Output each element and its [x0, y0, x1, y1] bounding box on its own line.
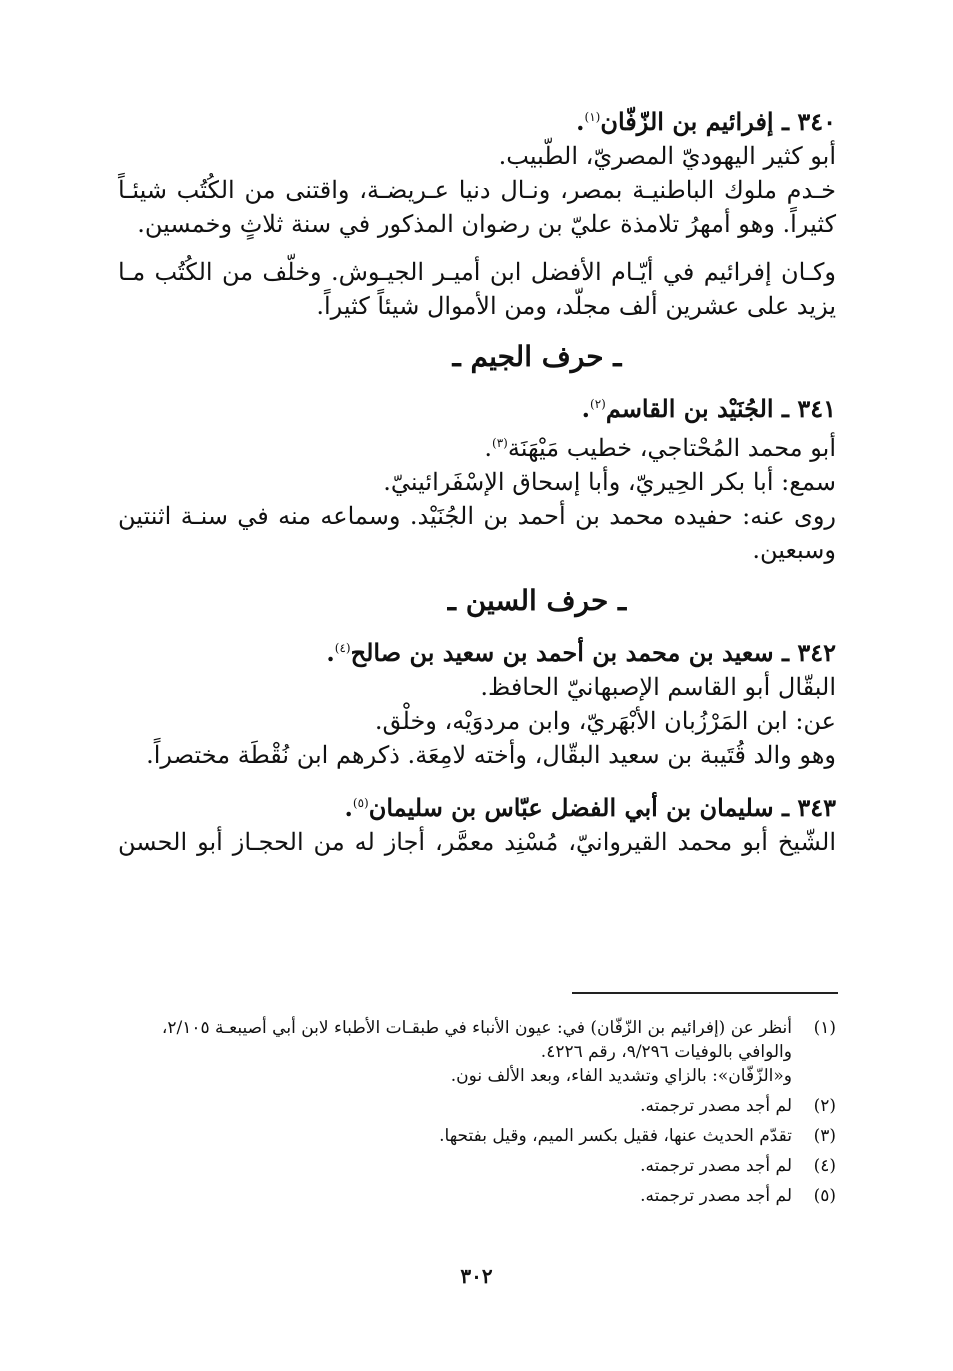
footnote-number: (٤) — [813, 1156, 836, 1176]
footnote-ref-3[interactable]: (٣) — [492, 436, 508, 450]
footnote-5 — [118, 1184, 836, 1208]
entry-340-line-2: خـدم ملوك الباطنيـة بمصر، ونـال دنيا عـريضـة، واقتنى من الكُتُب شيئـاً — [118, 176, 836, 204]
footnote-4 — [118, 1154, 836, 1178]
entry-342-line-1: البقّال أبو القاسم الإصبهانيّ الحافظ. — [480, 673, 836, 701]
entry-341-line-2: سمع: أبا بكر الحِيريّ، وأبا إسحاق الإسْفَرائينيّ. — [383, 468, 836, 496]
entry-340-line-3: كثيراً. وهو أمهرُ تلامذة عليّ بن رضوان المذكور في سنة ثلاثٍ وخمسين. — [137, 210, 836, 238]
entry-heading-343: ٣٤٣ ـ سليمان بن أبي الفضل عبّاس بن سليمان$^{(٥)}$. — [344, 793, 836, 822]
footnote-3-line-1: تقدّم الحديث عنها، فقيل بكسر الميم، وقيل بفتحها. — [439, 1126, 792, 1146]
entry-340-line-4: وكـان إفرائيم في أيّـام الأفضل ابن أميـر الجيـوش. وخلّف من الكُتُب مـا — [118, 258, 837, 286]
entry-341-line-1: أبو محمد المُحْتاجي، خطيب مَيْهَنَة$^{(٣)}$. — [484, 434, 836, 462]
entry-340-line-5: يزيد على عشرين ألف مجلّد، ومن الأموال شيئاً كثيراً. — [316, 292, 836, 320]
footnote-number: (٣) — [813, 1126, 836, 1146]
entry-341-line-4: وسبعين. — [752, 536, 836, 564]
section-title-sin: ـ حرف السين ـ — [447, 584, 627, 617]
entry-343-line-1: الشّيخ أبو محمد القيروانيّ، مُسْنِد معمَّر، أجاز له من الحجـاز أبو الحسن — [118, 828, 837, 856]
footnote-4-line-1: لم أجد مصدر ترجمته. — [640, 1156, 792, 1176]
footnote-number: (١) — [813, 1018, 836, 1038]
entry-heading-342: ٣٤٢ ـ سعيد بن محمد بن أحمد بن سعيد بن صالح$^{(٤)}$. — [326, 638, 836, 667]
footnote-ref-2[interactable]: (٢) — [590, 397, 606, 411]
footnote-separator — [572, 992, 838, 994]
footnotes — [118, 1016, 836, 1214]
section-title-jim: ـ حرف الجيم ـ — [452, 340, 622, 373]
footnote-1-line-1: أنظر عن (إفرائيم بن الزّفّان) في: عيون الأنباء في طبقـات الأطباء لابن أبي أصيبعـة ٢/١٠٥، — [161, 1018, 792, 1038]
entry-341-line-3: روى عنه: حفيده محمد بن أحمد بن الجُنَيْد. وسماعه منه في سنـة اثنتين — [118, 502, 836, 530]
footnote-1-line-2: والوافي بالوفيات ٩/٢٩٦، رقم ٤٢٢٦. — [540, 1042, 792, 1062]
page-number: ٣٠٢ — [460, 1264, 493, 1288]
footnote-2 — [118, 1094, 836, 1118]
entry-heading-340: ٣٤٠ ـ إفرائيم بن الزّفّان$^{(١)}$. — [576, 107, 836, 136]
footnote-3 — [118, 1124, 836, 1148]
footnote-number: (٢) — [813, 1096, 836, 1116]
entry-342-line-3: وهو والد قُتَيبة بن سعيد البقّال، وأخته لامِعَة. ذكرهم ابن نُقْطَة مختصراً. — [146, 741, 836, 769]
entry-340-line-1: أبو كثير اليهوديّ المصريّ، الطّبيب. — [498, 142, 836, 170]
footnote-ref-4[interactable]: (٤) — [334, 641, 351, 655]
footnote-ref-5[interactable]: (٥) — [352, 796, 369, 810]
entry-heading-341: ٣٤١ ـ الجُنَيْد بن القاسم$^{(٢)}$. — [581, 394, 836, 423]
entry-342-line-2: عن: ابن المَرْزُبان الأبْهَريّ، وابن مردوَيْه، وخلْق. — [374, 707, 836, 735]
footnote-5-line-1: لم أجد مصدر ترجمته. — [640, 1186, 792, 1206]
footnote-1 — [118, 1016, 836, 1088]
footnote-ref-1[interactable]: (١) — [584, 110, 601, 124]
footnote-number: (٥) — [813, 1186, 836, 1206]
main-text — [118, 100, 836, 859]
footnote-1-line-3: و«الزّفّان»: بالزاي وتشديد الفاء، وبعد الألف نون. — [450, 1066, 792, 1086]
footnote-2-line-1: لم أجد مصدر ترجمته. — [640, 1096, 792, 1116]
